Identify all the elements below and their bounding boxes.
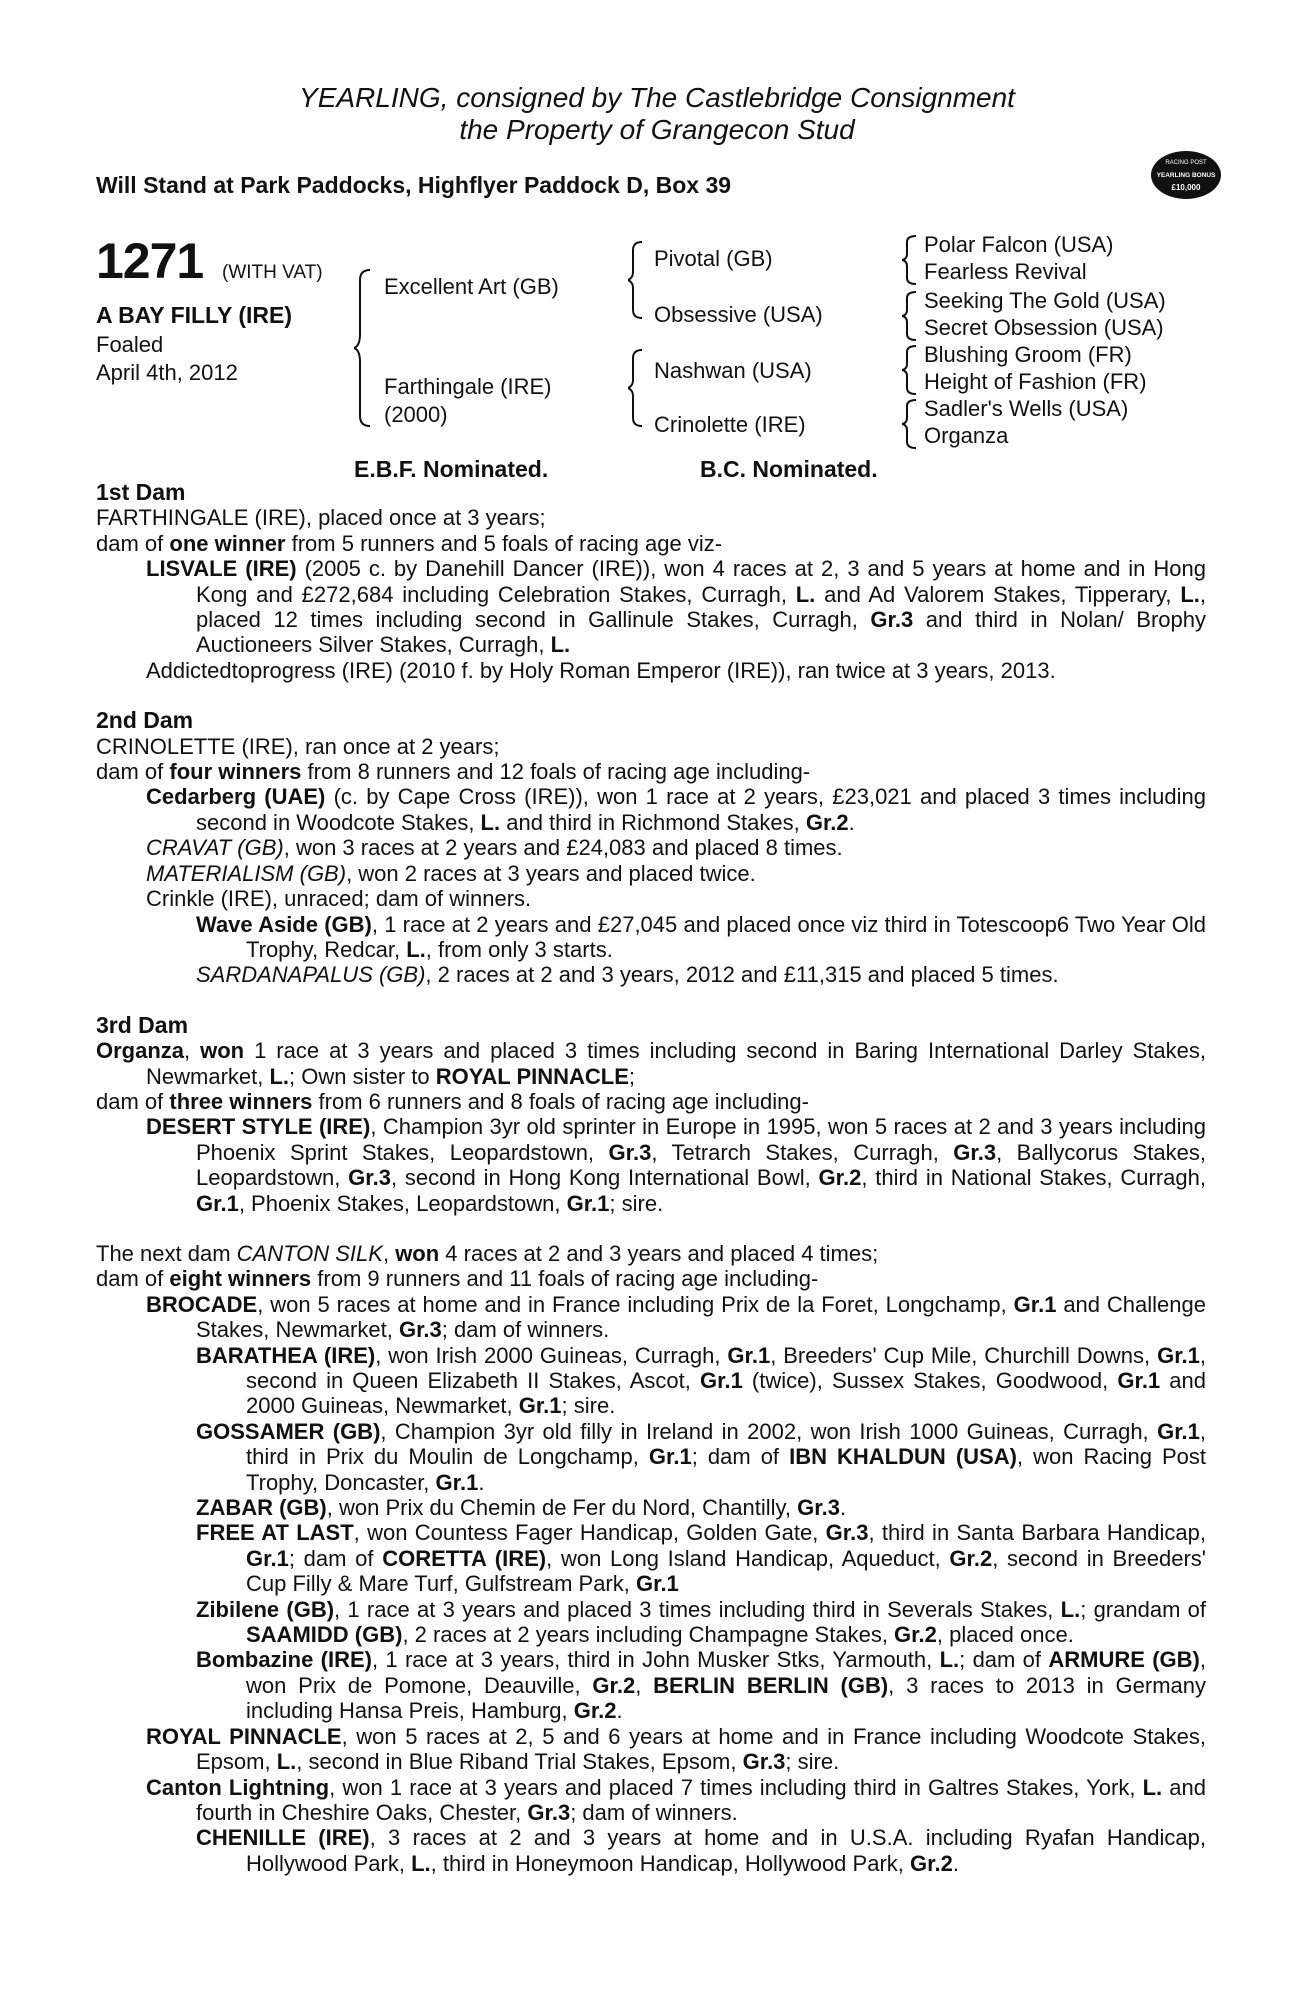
pedigree-dam-year: (2000) xyxy=(384,402,448,427)
horse-name: A BAY FILLY (IRE) xyxy=(96,302,292,328)
pedigree-sire-sire: Pivotal (GB) xyxy=(654,246,773,271)
second-dam-produce-summary: dam of four winners from 8 runners and 12 foals of racing age including- xyxy=(96,759,811,785)
lot-vat: (WITH VAT) xyxy=(222,262,323,283)
produce-brocade: BROCADE, won 5 races at home and in France including Prix de la Foret, Longchamp, Gr.1 and Challenge Stakes, Newmarket, Gr.3; dam of winners. xyxy=(146,1291,1206,1343)
bc-nominated: B.C. Nominated. xyxy=(700,456,878,482)
pedigree-dam-dam: Crinolette (IRE) xyxy=(654,412,806,437)
foaled-label: Foaled xyxy=(96,332,164,357)
pedigree-dam-sire: Nashwan (USA) xyxy=(654,358,812,383)
third-dam-heading: 3rd Dam xyxy=(96,1011,189,1038)
produce-desert-style: DESERT STYLE (IRE), Champion 3yr old sprinter in Europe in 1995, won 5 races at 2 and 3 years including Phoenix Sprint Stakes, Leopardstown, Gr.3, Tetrarch Stakes, Curragh, Gr.3, Ballycorus Stakes, Leopardstown, Gr.3, second in Hong Kong International Bowl, Gr.2, third in National Stakes, Curragh, Gr.1, Phoenix Stakes, Leopardstown, Gr.1; sire. xyxy=(146,1114,1206,1216)
sire-parents-brace xyxy=(628,240,644,320)
yearling-bonus-badge xyxy=(1150,150,1222,200)
produce-barathea: BARATHEA (IRE), won Irish 2000 Guineas, Curragh, Gr.1, Breeders' Cup Mile, Churchill Downs, Gr.1, second in Queen Elizabeth II Stakes, Ascot, Gr.1 (twice), Sussex Stakes, Goodwood, Gr.1 and 2000 Guineas, Newmarket, Gr.1; sire. xyxy=(196,1342,1207,1419)
first-dam-line: FARTHINGALE (IRE), placed once at 3 years; xyxy=(96,505,546,531)
header-line-1: YEARLING, consigned by The Castlebridge Consignment xyxy=(299,82,1015,113)
svg-text:£10,000: £10,000 xyxy=(1171,183,1201,192)
second-dam-heading: 2nd Dam xyxy=(96,707,194,734)
pedigree-sdd: Secret Obsession (USA) xyxy=(924,315,1164,340)
pedigree-sss: Polar Falcon (USA) xyxy=(924,232,1114,257)
svg-text:RACING POST: RACING POST xyxy=(1165,160,1207,166)
produce-addictedtoprogress: Addictedtoprogress (IRE) (2010 f. by Holy Roman Emperor (IRE)), ran twice at 3 years, 2013. xyxy=(146,657,1056,683)
produce-lisvale: LISVALE (IRE) (2005 c. by Danehill Dancer (IRE)), won 4 races at 2, 3 and 5 years at home and in Hong Kong and £272,684 including Celebration Stakes, Curragh, L. and Ad Valorem Stakes, Tipperary, L., placed 12 times including second in Gallinule Stakes, Curragh, Gr.3 and third in Nolan/ Brophy Auctioneers Silver Stakes, Curragh, L. xyxy=(146,556,1206,658)
second-dam-line: CRINOLETTE (IRE), ran once at 2 years; xyxy=(96,733,500,759)
first-dam-heading: 1st Dam xyxy=(96,479,186,505)
lot-number: 1271 xyxy=(96,233,204,289)
svg-text:YEARLING BONUS: YEARLING BONUS xyxy=(1156,172,1216,179)
pedigree-sire-dam: Obsessive (USA) xyxy=(654,302,823,327)
ebf-nominated: E.B.F. Nominated. xyxy=(354,456,549,482)
produce-materialism: MATERIALISM (GB), won 2 races at 3 years and placed twice. xyxy=(146,860,756,886)
third-dam-produce-summary: dam of three winners from 6 runners and 8 foals of racing age including- xyxy=(96,1088,809,1114)
pedigree-dam: Farthingale (IRE) xyxy=(384,374,552,399)
pedigree-dss: Blushing Groom (FR) xyxy=(924,342,1132,367)
produce-zibilene: Zibilene (GB), 1 race at 3 years and placed 3 times including third in Severals Stakes, L.; grandam of SAAMIDD (GB), 2 races at 2 years including Champagne Stakes, Gr.2, placed once. xyxy=(196,1596,1207,1648)
produce-record xyxy=(96,480,1206,1876)
dam-parents-brace xyxy=(628,348,644,428)
produce-zabar: ZABAR (GB), won Prix du Chemin de Fer du Nord, Chantilly, Gr.3. xyxy=(196,1495,847,1521)
stand-location: Will Stand at Park Paddocks, Highflyer Paddock D, Box 39 xyxy=(96,172,732,198)
produce-cravat: CRAVAT (GB), won 3 races at 2 years and £24,083 and placed 8 times. xyxy=(146,835,843,861)
pedigree-sire: Excellent Art (GB) xyxy=(384,274,559,299)
foaled-date: April 4th, 2012 xyxy=(96,360,238,385)
next-dam-line: The next dam CANTON SILK, won 4 races at 2 and 3 years and placed 4 times; xyxy=(96,1240,879,1266)
produce-cedarberg: Cedarberg (UAE) (c. by Cape Cross (IRE)), won 1 race at 2 years, £23,021 and placed 3 times including second in Woodcote Stakes, L. and third in Richmond Stakes, Gr.2. xyxy=(146,784,1206,835)
pedigree-dds: Sadler's Wells (USA) xyxy=(924,396,1129,421)
gs3-brace xyxy=(902,344,918,396)
pedigree-ddd: Organza xyxy=(924,423,1009,448)
sire-dam-brace xyxy=(354,268,372,428)
next-dam-produce-summary: dam of eight winners from 9 runners and 11 foals of racing age including- xyxy=(96,1266,819,1292)
header-line-2: the Property of Grangecon Stud xyxy=(459,114,855,145)
third-dam-line: Organza, won 1 race at 3 years and placed 3 times including second in Baring International Darley Stakes, Newmarket, L.; Own sister to ROYAL PINNACLE; xyxy=(96,1038,1206,1089)
produce-royal-pinnacle: ROYAL PINNACLE, won 5 races at 2, 5 and 6 years at home and in France including Woodcote Stakes, Epsom, L., second in Blue Riband Trial Stakes, Epsom, Gr.3; sire. xyxy=(146,1723,1206,1775)
pedigree-ssd: Fearless Revival xyxy=(924,259,1087,284)
gs1-brace xyxy=(902,234,918,286)
produce-bombazine: Bombazine (IRE), 1 race at 3 years, third in John Musker Stks, Yarmouth, L.; dam of ARMURE (GB), won Prix de Pomone, Deauville, Gr.2, BERLIN BERLIN (GB), 3 races to 2013 in Germany including Hansa Preis, Hamburg, Gr.2. xyxy=(196,1647,1207,1724)
first-dam-produce-summary: dam of one winner from 5 runners and 5 foals of racing age viz- xyxy=(96,530,723,556)
produce-free-at-last: FREE AT LAST, won Countess Fager Handicap, Golden Gate, Gr.3, third in Santa Barbara Handicap, Gr.1; dam of CORETTA (IRE), won Long Island Handicap, Aqueduct, Gr.2, second in Breeders' Cup Filly & Mare Turf, Gulfstream Park, Gr.1 xyxy=(196,1520,1207,1597)
pedigree-sds: Seeking The Gold (USA) xyxy=(924,288,1166,313)
produce-chenille: CHENILLE (IRE), 3 races at 2 and 3 years at home and in U.S.A. including Ryafan Handicap, Hollywood Park, L., third in Honeymoon Handicap, Hollywood Park, Gr.2. xyxy=(196,1825,1206,1876)
produce-canton-lightning: Canton Lightning, won 1 race at 3 years and placed 7 times including third in Galtres Stakes, York, L. and fourth in Cheshire Oaks, Chester, Gr.3; dam of winners. xyxy=(146,1774,1206,1825)
produce-gossamer: GOSSAMER (GB), Champion 3yr old filly in Ireland in 2002, won Irish 1000 Guineas, Curragh, Gr.1, third in Prix du Moulin de Longchamp, Gr.1; dam of IBN KHALDUN (USA), won Racing Post Trophy, Doncaster, Gr.1. xyxy=(196,1418,1207,1495)
pedigree-dsd: Height of Fashion (FR) xyxy=(924,369,1147,394)
gs4-brace xyxy=(902,398,918,450)
gs2-brace xyxy=(902,290,918,342)
produce-sardanapalus: SARDANAPALUS (GB), 2 races at 2 and 3 years, 2012 and £11,315 and placed 5 times. xyxy=(196,962,1059,988)
produce-crinkle: Crinkle (IRE), unraced; dam of winners. xyxy=(146,886,532,912)
produce-wave-aside: Wave Aside (GB), 1 race at 2 years and £27,045 and placed once viz third in Totescoop6 Two Year Old Trophy, Redcar, L., from only 3 starts. xyxy=(196,911,1206,962)
